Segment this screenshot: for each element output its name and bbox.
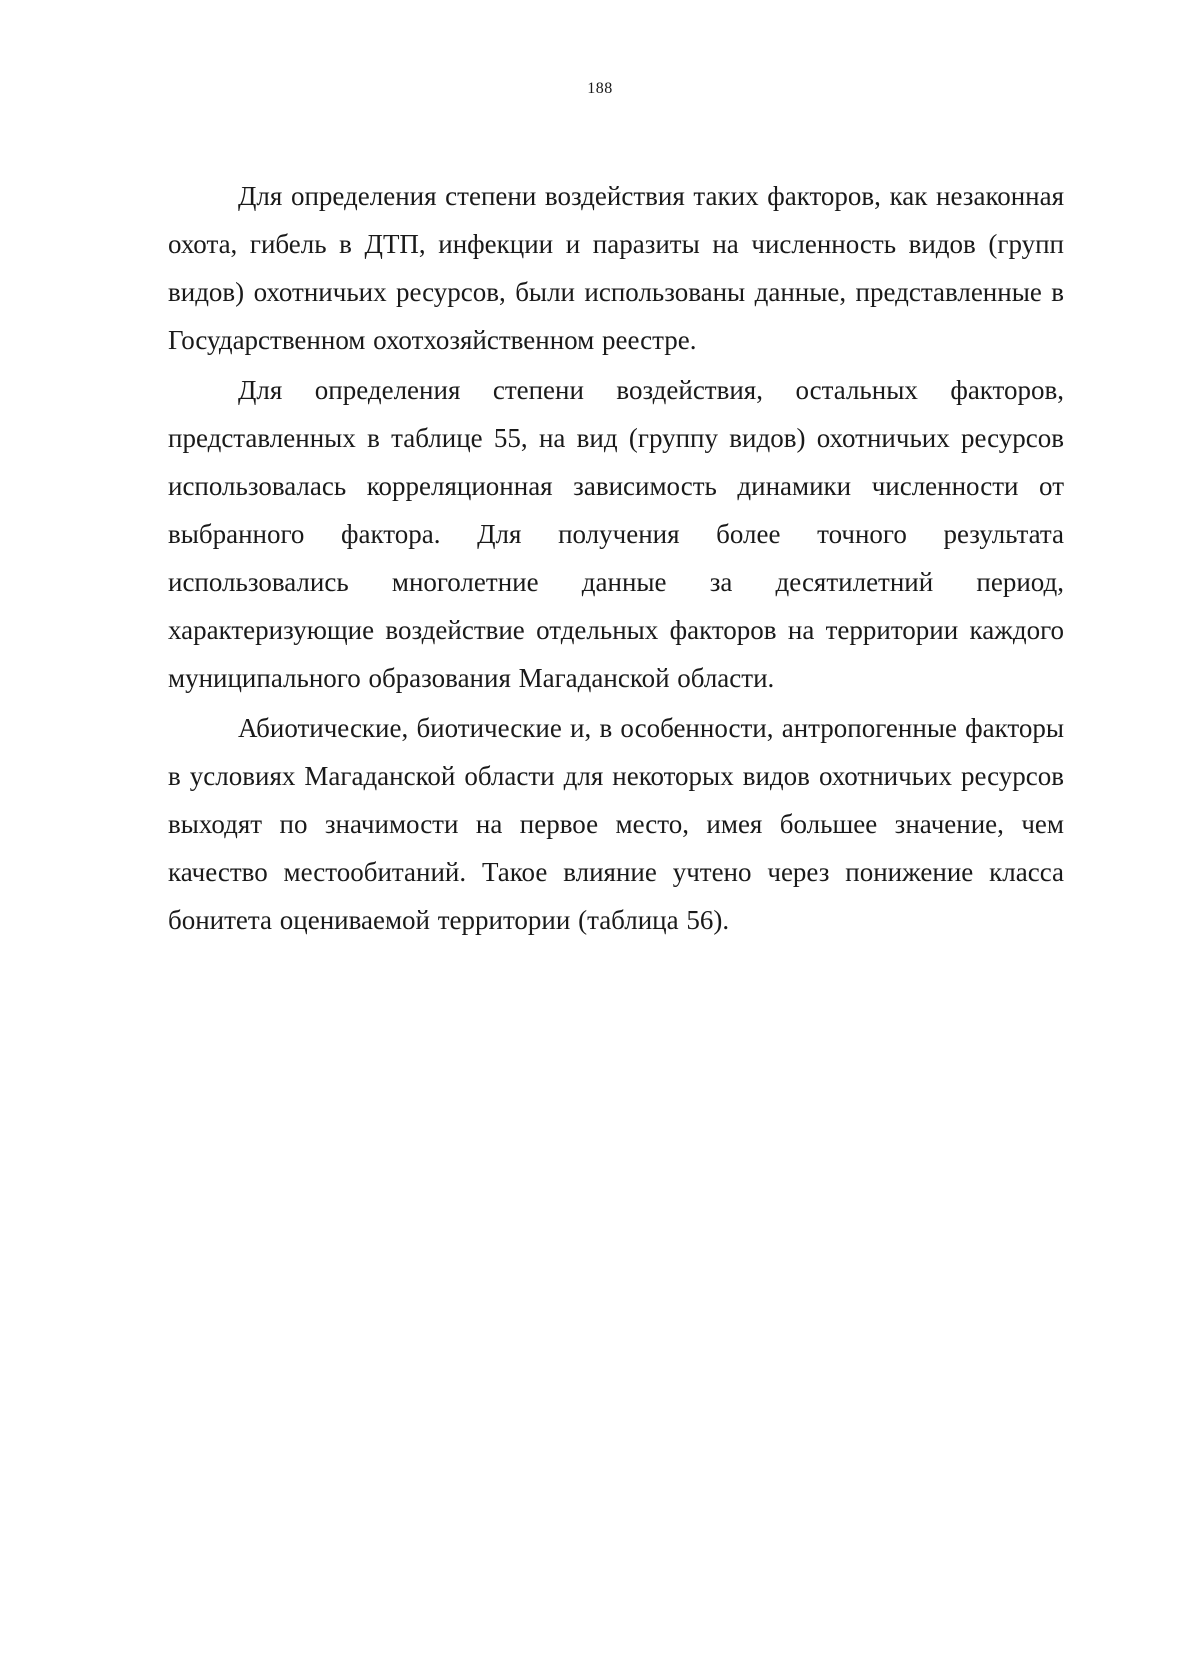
paragraph-2: Для определения степени воздействия, остальных факторов, представленных в таблице 55, на вид (группу видов) охотничьих ресурсов использовалась корреляционная зависимость динамики численности от выбранного фактора. Для получения более точного результата использовались многолетние данные за десятилетний период, характеризующие воздействие отдельных факторов на территории каждого муниципального образования Магаданской области.: [168, 375, 1064, 693]
paragraph-3: Абиотические, биотические и, в особенности, антропогенные факторы в условиях Магаданской области для некоторых видов охотничьих ресурсов выходят по значимости на первое место, имея большее значение, чем качество местообитаний. Такое влияние учтено через понижение класса бонитета оцениваемой территории (таблица 56).: [168, 713, 1064, 935]
body-text: [168, 172, 1064, 946]
page-number: 188: [587, 80, 613, 97]
paragraph-1: Для определения степени воздействия таких факторов, как незаконная охота, гибель в ДТП, инфекции и паразиты на численность видов (групп видов) охотничьих ресурсов, были использованы данные, представленные в Государственном охотхозяйственном реестре.: [168, 181, 1064, 355]
